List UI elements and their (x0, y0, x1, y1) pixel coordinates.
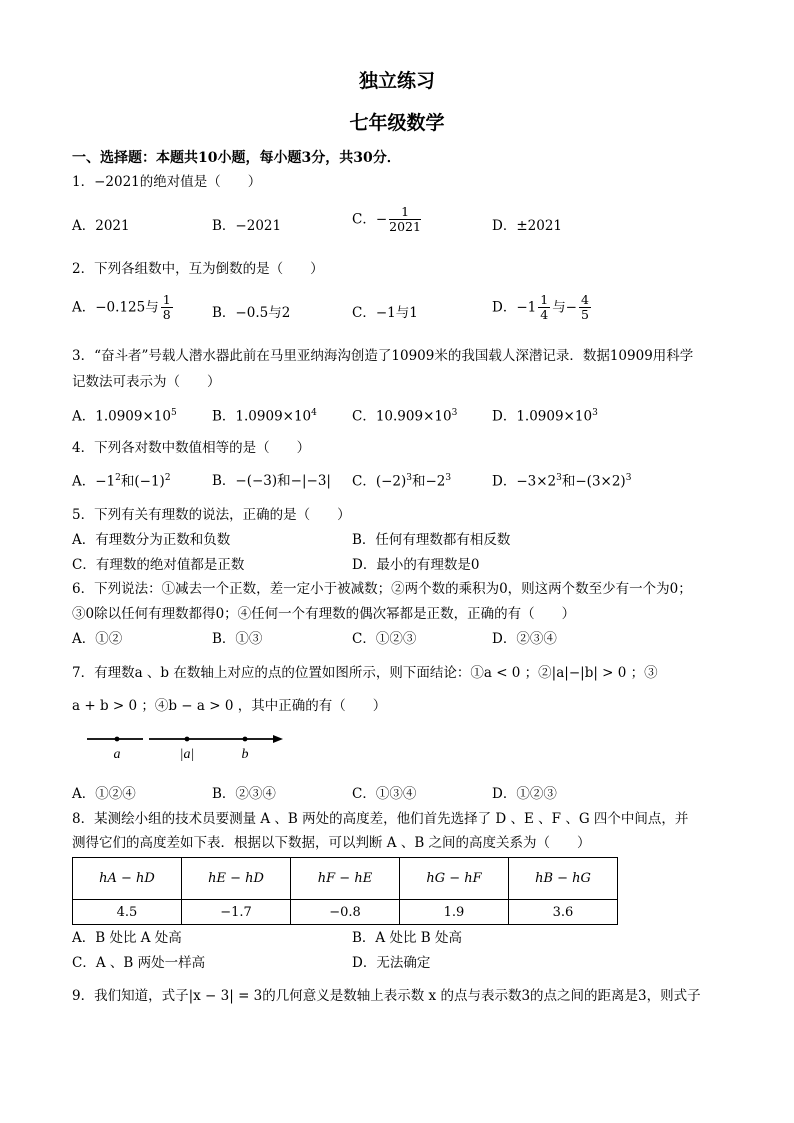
page-title: 独立练习 (358, 70, 435, 92)
q2-d-denominator-2: 5 (581, 307, 589, 323)
table-header-cell: hE − hD (182, 858, 291, 900)
question-3-stem-line2: 记数法可表示为（ ） (72, 374, 221, 390)
q4-c-middle: 和−2 (412, 473, 446, 490)
q2-a-denominator: 8 (162, 307, 171, 323)
question-1-stem: 1．−2021的绝对值是（ ） (72, 174, 262, 190)
q2-a-fraction (161, 293, 173, 323)
question-7-stem-line2: a + b > 0 ；④b − a > 0 ，其中正确的有（ ） (72, 698, 387, 714)
table-row (73, 900, 618, 925)
q4-c-exp2: 3 (445, 473, 452, 483)
table-cell: 4.5 (73, 900, 182, 925)
table-header-cell: hF − hE (291, 858, 400, 900)
point-abs-a (185, 737, 190, 742)
q4-a-exp1: 2 (115, 473, 121, 483)
q3-b-text: B．1.0909×10 (212, 408, 312, 425)
q3-c-exponent: 3 (451, 408, 458, 418)
q2-option-c: C．−1与1 (352, 305, 418, 321)
q2-d-denominator-1: 4 (540, 307, 549, 323)
q3-d-text: D．1.0909×10 (492, 408, 593, 425)
q2-d-fraction-2 (579, 293, 591, 323)
q2-a-prefix: A．−0.125与 (72, 299, 159, 316)
label-a: a (113, 747, 121, 761)
q3-b-exponent: 4 (311, 408, 317, 418)
table-header-cell: hA − hD (73, 858, 182, 900)
height-difference-table (72, 857, 618, 925)
q3-option-d (492, 408, 598, 425)
q4-option-a (72, 473, 171, 490)
q1-option-b: B．−2021 (212, 218, 282, 234)
q2-option-a (72, 293, 175, 323)
table-header-cell: hG − hF (400, 858, 509, 900)
q3-a-text: A．1.0909×10 (72, 408, 171, 425)
q1-option-a: A．2021 (72, 218, 130, 234)
q2-option-d (492, 293, 593, 323)
q8-option-b: B．A 处比 B 处高 (352, 930, 462, 946)
question-5-stem: 5．下列有关有理数的说法，正确的是（ ） (72, 507, 351, 523)
q2-a-numerator: 1 (162, 292, 171, 307)
q5-option-d: D．最小的有理数是0 (352, 557, 480, 573)
q5-option-b: B．任何有理数都有相反数 (352, 532, 511, 548)
number-line-figure (85, 727, 285, 761)
q4-option-c (352, 473, 451, 490)
point-b (243, 737, 248, 742)
q1-c-denominator: 2021 (389, 219, 421, 235)
q8-option-a: A．B 处比 A 处高 (72, 930, 182, 946)
label-abs-a: |a| (179, 747, 195, 761)
question-8-stem-line1: 8．某测绘小组的技术员要测量 A 、B 两处的高度差，他们首先选择了 D 、E 、F 、G 四个中间点，并 (72, 811, 689, 827)
q1-c-numerator: 1 (389, 205, 421, 220)
q1-option-d: D．±2021 (492, 218, 562, 234)
q3-option-b (212, 408, 317, 425)
q3-option-c (352, 408, 457, 425)
table-header-row (73, 858, 618, 900)
q2-option-b: B．−0.5与2 (212, 305, 291, 321)
q6-option-d: D．②③④ (492, 631, 557, 647)
table-cell: 1.9 (400, 900, 509, 925)
q4-option-b: B．−(−3)和−|−3| (212, 473, 331, 489)
question-3-stem-line1: 3．“奋斗者”号载人潜水器此前在马里亚纳海沟创造了10909米的我国载人深潜记录．数据10909用科学 (72, 348, 694, 364)
q7-option-d: D．①②③ (492, 786, 557, 802)
q8-option-c: C．A 、B 两处一样高 (72, 955, 206, 971)
q4-d-text: D．−3×2 (492, 473, 557, 490)
q4-option-d (492, 473, 631, 490)
q7-option-b: B．②③④ (212, 786, 276, 802)
table-cell: −1.7 (182, 900, 291, 925)
question-2-stem: 2．下列各组数中，互为倒数的是（ ） (72, 261, 324, 277)
question-6-stem-line1: 6．下列说法：①减去一个正数，差一定小于被减数；②两个数的乘积为0，则这两个数至少有一个为0； (72, 581, 692, 597)
q4-c-exp1: 3 (406, 473, 412, 483)
q7-option-c: C．①③④ (352, 786, 417, 802)
q3-option-a (72, 408, 177, 425)
q4-d-exp1: 3 (556, 473, 562, 483)
table-cell: 3.6 (509, 900, 618, 925)
q3-c-text: C．10.909×10 (352, 408, 452, 425)
q5-option-c: C．有理数的绝对值都是正数 (72, 557, 245, 573)
label-b: b (241, 747, 249, 761)
q4-d-exp2: 3 (625, 473, 632, 483)
table-header-cell: hB − hG (509, 858, 618, 900)
q1-option-c (352, 205, 423, 235)
question-9-stem: 9．我们知道，式子|x − 3| = 3的几何意义是数轴上表示数 x 的点与表示数3的点之间的距离是3，则式子 (72, 988, 701, 1004)
q4-a-middle: 和(−1) (120, 473, 165, 490)
q8-option-d: D．无法确定 (352, 955, 431, 971)
q2-d-fraction-1 (538, 293, 550, 323)
page-subtitle: 七年级数学 (349, 112, 445, 134)
q4-d-middle: 和−(3×2) (561, 473, 626, 490)
q7-option-a: A．①②④ (72, 786, 136, 802)
question-6-stem-line2: ③0除以任何有理数都得0；④任何一个有理数的偶次幂都是正数，正确的有（ ） (72, 606, 576, 622)
section-heading: 一、选择题：本题共10小题，每小题3分，共30分． (72, 150, 401, 166)
q3-d-exponent: 3 (592, 408, 598, 418)
q1-c-prefix: C．− (352, 211, 388, 228)
q4-a-exp2: 2 (164, 473, 171, 483)
q2-d-middle: 与− (552, 299, 577, 316)
q2-d-numerator-1: 1 (540, 292, 549, 307)
q4-a-text: A．−1 (72, 473, 116, 490)
table-cell: −0.8 (291, 900, 400, 925)
q6-option-c: C．①②③ (352, 631, 417, 647)
q6-option-a: A．①② (72, 631, 123, 647)
question-8-stem-line2: 测得它们的高度差如下表．根据以下数据，可以判断 A 、B 之间的高度关系为（ ） (72, 835, 591, 851)
q4-c-text: C．(−2) (352, 473, 407, 490)
q6-option-b: B．①③ (212, 631, 263, 647)
q2-d-prefix: D．−1 (492, 299, 537, 316)
question-7-stem-line1: 7．有理数a 、b 在数轴上对应的点的位置如图所示，则下面结论：①a < 0 ；②|a|−|b| > 0 ；③ (72, 665, 658, 681)
q1-c-fraction (389, 205, 421, 235)
q2-d-numerator-2: 4 (581, 292, 589, 307)
q3-a-exponent: 5 (170, 408, 177, 418)
point-a (115, 737, 120, 742)
q5-option-a: A．有理数分为正数和负数 (72, 532, 231, 548)
number-line-arrow (273, 735, 283, 743)
question-4-stem: 4．下列各对数中数值相等的是（ ） (72, 440, 311, 456)
